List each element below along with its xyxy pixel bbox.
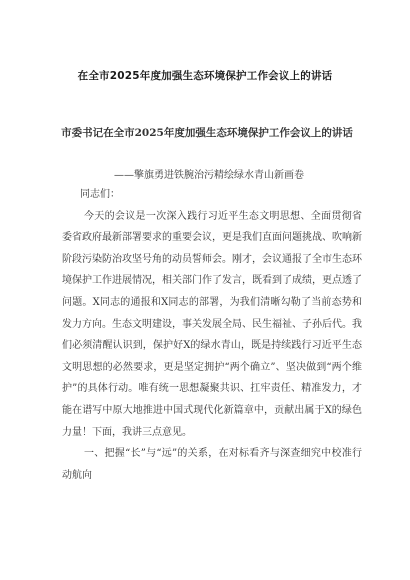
document-heading: 在全市2025年度加强生态环境保护工作会议上的讲话 <box>77 70 333 82</box>
speech-body <box>62 184 362 486</box>
speech-title: 市委书记在全市2025年度加强生态环境保护工作会议上的讲话 <box>61 127 353 139</box>
section-1-heading: 一、把握“长”与“远”的关系，在对标看齐与深查细究中校准行动航向 <box>62 448 362 481</box>
speech-subtitle: ——擎旗勇进铁腕治污精绘绿水青山新画卷 <box>114 170 304 181</box>
paragraph-1: 今天的会议是一次深入践行习近平生态文明思想、全面贯彻省委省政府最新部署要求的重要会议，更是我们直面问题挑战、吹响新阶段污染防治攻坚号角的动员誓师会。刚才，会议通报了全市生态环境保护工作进展情况，相关部门作了发言，既看到了成绩，更点透了问题。X同志的通报和X同志的部署，为我们清晰勾勒了当前态势和发力方向。生态文明建设，事关发展全局、民生福祉、子孙后代。我们必须清醒认识到，保护好X的绿水青山，既是持续践行习近平生态文明思想的必然要求，更是坚定拥护“两个确立”、坚决做到“两个维护”的具体行动。唯有统一思想凝聚共识、扛牢责任、精准发力，才能在谱写中原大地推进中国式现代化新篇章中，贡献出属于X的绿色力量！下面，我讲三点意见。 <box>62 210 362 438</box>
greeting: 同志们： <box>80 189 120 200</box>
